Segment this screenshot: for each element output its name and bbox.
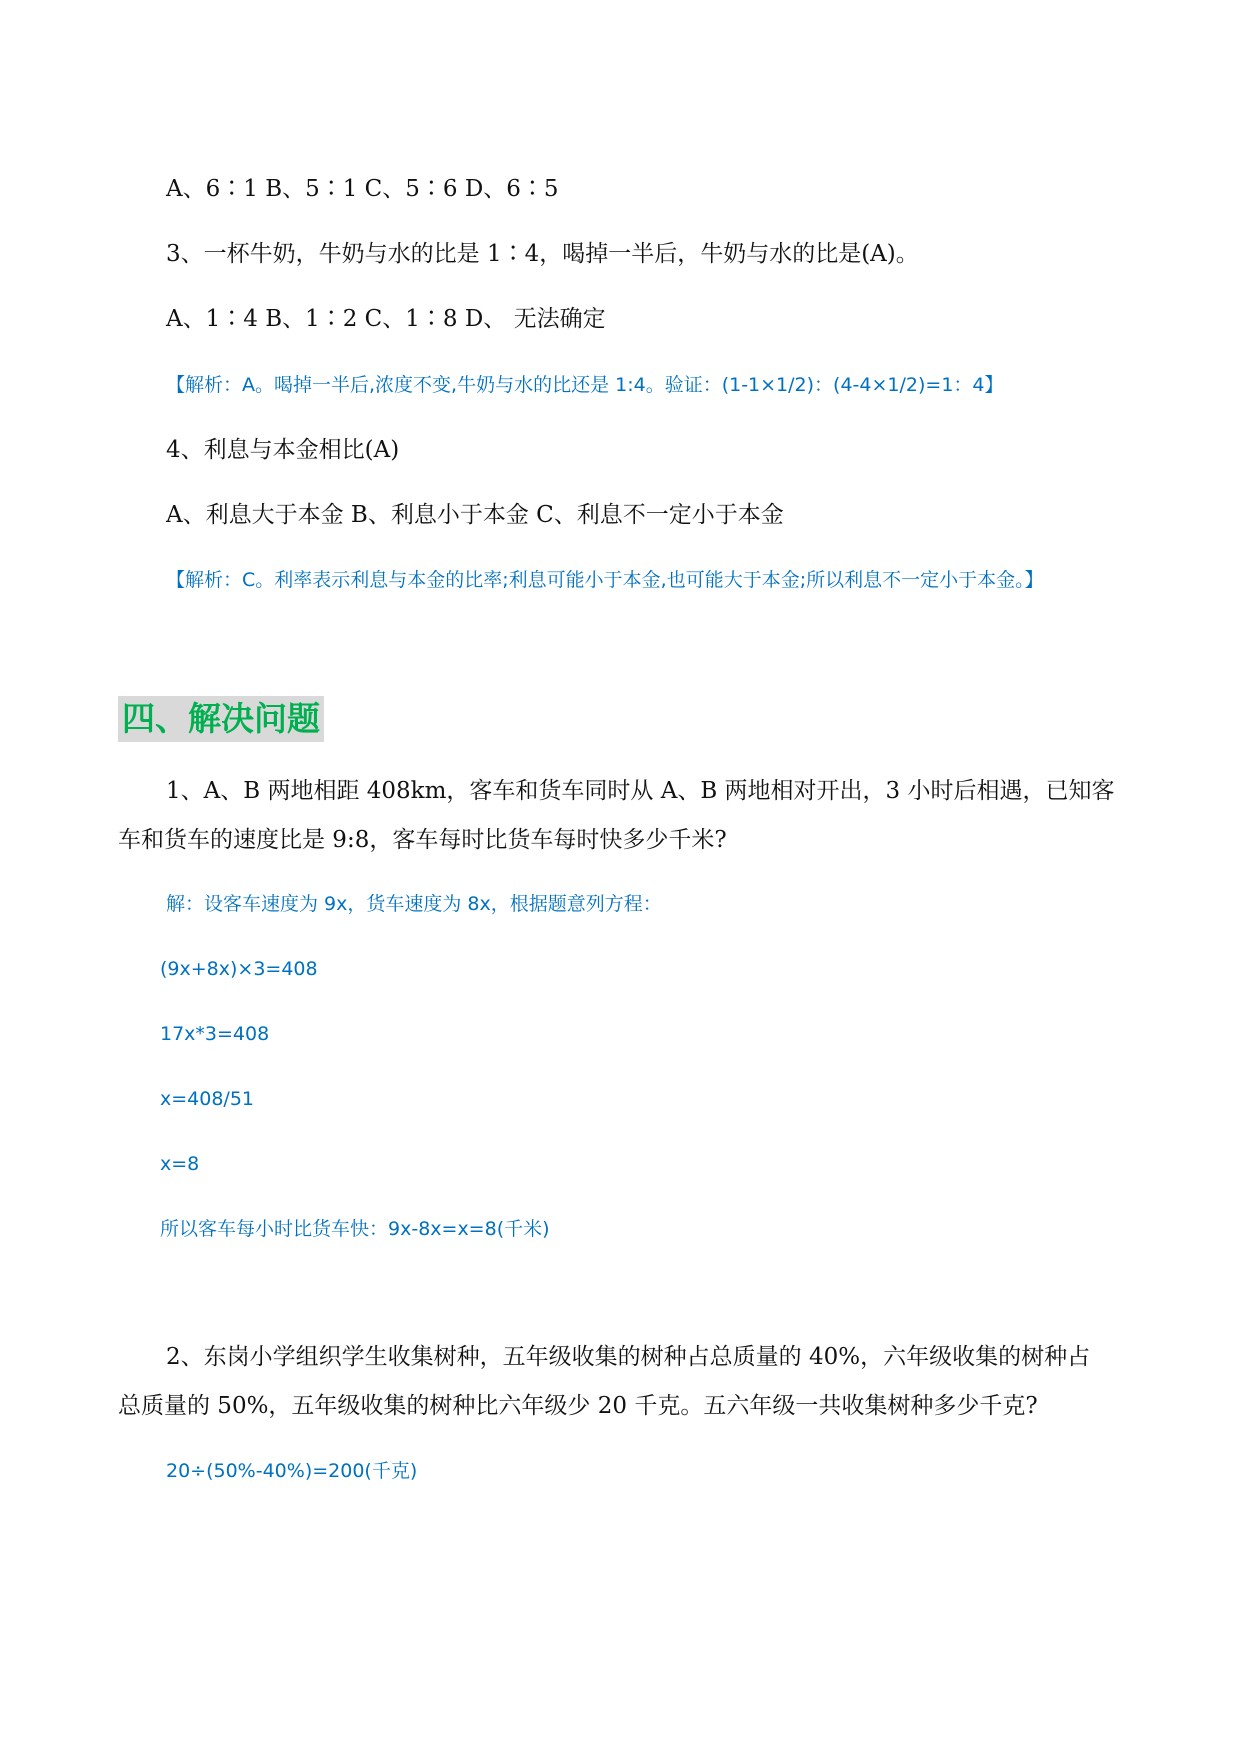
problem1-solution-intro: 解：设客车速度为 9x，货车速度为 8x，根据题意列方程： [166,893,662,915]
problem1-line2: 车和货车的速度比是 9:8，客车每时比货车每时快多少千米? [118,827,727,853]
section-heading: 四、解决问题 [118,696,324,742]
problem1-line1: 1、A、B 两地相距 408km，客车和货车同时从 A、B 两地相对开出，3 小时后相遇，已知客 [166,778,1115,804]
problem1-solution-conclusion: 所以客车每小时比货车快：9x-8x=x=8(千米) [160,1218,550,1240]
q2-options: A、6∶1 B、5∶1 C、5∶6 D、6∶5 [166,176,559,202]
problem1-solution-step: (9x+8x)×3=408 [160,958,318,980]
problem2-line2: 总质量的 50%，五年级收集的树种比六年级少 20 千克。五六年级一共收集树种多少千克? [118,1393,1038,1419]
q4-options: A、利息大于本金 B、利息小于本金 C、利息不一定小于本金 [166,502,784,528]
q3-analysis: 【解析：A。喝掉一半后,浓度不变,牛奶与水的比还是 1:4。验证：(1-1×1/2)：(4-4×1/2)=1：4】 [166,374,1004,396]
q3-question: 3、一杯牛奶，牛奶与水的比是 1∶4，喝掉一半后，牛奶与水的比是(A)。 [166,241,919,267]
problem2-line1: 2、东岗小学组织学生收集树种，五年级收集的树种占总质量的 40%，六年级收集的树种占 [166,1344,1091,1370]
problem1-solution-step: x=408/51 [160,1088,255,1110]
problem1-solution-step: 17x*3=408 [160,1023,270,1045]
problem2-solution: 20÷(50%-40%)=200(千克) [166,1460,418,1482]
q3-options: A、1∶4 B、1∶2 C、1∶8 D、 无法确定 [166,306,606,332]
q4-question: 4、利息与本金相比(A) [166,437,400,463]
problem1-solution-step: x=8 [160,1153,200,1175]
q4-analysis: 【解析：C。利率表示利息与本金的比率;利息可能小于本金,也可能大于本金;所以利息不一定小于本金。】 [166,569,1044,591]
